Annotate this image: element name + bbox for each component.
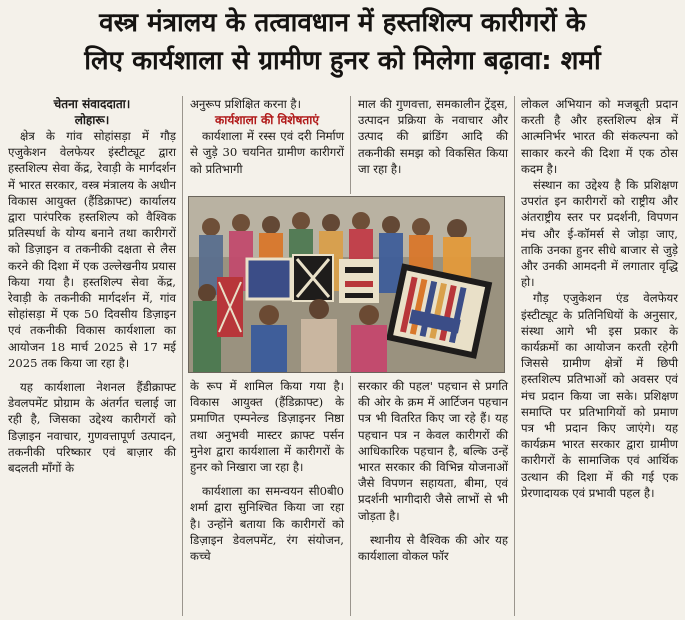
column-divider [350,96,351,194]
article-paragraph: संस्थान का उद्देश्य है कि प्रशिक्षण उपरांत इन कारीगरों को राष्ट्रीय और अंतराष्ट्रीय स्तर पर प्रदर्शनी, विपणन मंच और ई-कॉमर्स से जोड़ा जाए, ताकि उनका हुनर सीधे बाजार से जुड़े और उनकी आमदनी में लगातार वृद्धि हो। [521,178,678,290]
byline-name: चेतना संवाददाता। [53,97,131,111]
column-divider [514,96,515,616]
byline-place: लोहारू। [74,113,110,127]
article-paragraph: यह कार्यशाला नेशनल हैंडीक्राफ्ट डेवलपमेंट प्रोग्राम के अंतर्गत चलाई जा रही है, जिसका उद्देश्य कारीगरों को डिज़ाइन नवाचार, गुणवत्तापूर्ण उत्पादन, तकनीकी परिष्कार एवं बाज़ार की बदलती माँगों के [8,380,176,476]
article-paragraph: गौड़ एजुकेशन एंड वेलफेयर इंस्टीट्यूट के प्रतिनिधियों के अनुसार, संस्था आगे भी इस प्रकार के कार्यक्रमों का आयोजन करती रहेगी जिससे ग्रामीण क्षेत्रों में छिपी हस्तशिल्प प्रतिभाओं को अवसर एवं मंच प्रदान किया जा सके। प्रशिक्षण समाप्ति पर प्रतिभागियों को प्रमाण पत्र भी प्रदान किए जाएंगे। यह कार्यक्रम भारत सरकार द्वारा ग्रामीण कारीगरों के सामाजिक एवं आर्थिक उत्थान की दिशा में की गई एक प्रेरणादायक एवं प्रभावी पहल है। [521,291,678,500]
column-divider [182,96,183,616]
article-paragraph: क्षेत्र के गांव सोहांसड़ा में गौड़ एजुकेशन वेलफेयर इंस्टीट्यूट द्वारा हस्तशिल्प सेवा केंद्र, रेवाड़ी के मार्गदर्शन में भारत सरकार, वस्त्र मंत्रालय के अधीन विकास आयुक्त (हैंडिक्राफ्ट) कार्यालय द्वारा पारंपरिक हस्तशिल्प को वैश्विक प्रतिस्पर्धा के योग्य बनाने तथा कारीगरों को डिज़ाइन व तकनीकी दक्षता से लैस करने की दिशा में एक उल्लेखनीय प्रयास किया गया है। हस्तशिल्प सेवा केंद्र, रेवाड़ी के तकनीकी मार्गदर्शन में, गांव सोहांसड़ा में एक 50 दिवसीय डिज़ाइन एवं तकनीकी विकास कार्यशाला का आयोजन 18 मार्च 2025 से 17 मई 2025 तक किया जा रहा है। [8,129,176,370]
article-paragraph: अनुरूप प्रशिक्षित करना है। [190,97,301,111]
group-photo [188,196,505,373]
article-column-2-bottom [190,378,344,564]
article-column-4 [521,96,678,501]
article-paragraph: लोकल अभियान को मजबूती प्रदान करती है और हस्तशिल्प क्षेत्र में आत्मनिर्भर भारत की संकल्पना को साकार करने की दिशा में एक ठोस कदम है। [521,97,678,176]
headline [0,4,685,80]
column-divider [350,376,351,616]
article-paragraph: कार्यशाला का समन्वयन सी0बी0 शर्मा द्वारा सुनिश्चित किया जा रहा है। उन्होंने बताया कि कारीगरों को डिज़ाइन डेवलपमेंट, रंग संयोजन, कच्चे [190,484,344,564]
article-paragraph: सरकार की पहल' पहचान से प्रगति की ओर के क्रम में आर्टिजन पहचान पत्र भी वितरित किए जा रहे हैं। यह पहचान पत्र न केवल कारीगरों की आधिकारिक पहचान है, बल्कि उन्हें भारत सरकार की विभिन्न योजनाओं जैसे विपणन सहायता, बीमा, एवं प्रदर्शनी भागीदारी जैसे लाभों से भी जोड़ता है। [358,379,508,523]
article-paragraph: माल की गुणवत्ता, समकालीन ट्रेंड्स, उत्पादन प्रक्रिया के नवाचार और उत्पाद की ब्रांडिंग आदि की तकनीकी समझ को विकसित किया जा रहा है। [358,97,508,176]
section-subhead: कार्यशाला की विशेषताएं [215,113,319,128]
article-paragraph: कार्यशाला में रस्स एवं दरी निर्माण से जुड़े 30 चयनित ग्रामीण कारीगरों को प्रतिभागी [190,129,344,176]
article-column-3-top [358,96,508,177]
article-column-3-bottom [358,378,508,564]
headline-line-2: लिए कार्यशाला से ग्रामीण हुनर को मिलेगा बढ़ावा: शर्मा [84,46,601,76]
article-column-1 [8,96,176,476]
group-photo-icon [189,197,504,372]
headline-line-1: वस्त्र मंत्रालय के तत्वावधान में हस्तशिल्प कारीगरों के [99,8,586,38]
article-paragraph: स्थानीय से वैश्विक की ओर यह कार्यशाला वोकल फॉर [358,532,508,564]
article-paragraph: के रूप में शामिल किया गया है। विकास आयुक्त (हैंडिक्राफ्ट) के प्रमाणित एम्पनेल्ड डिज़ाइनर निष्ठा तथा अनुभवी मास्टर क्राफ्ट पर्सन मुनेश द्वारा कार्यशाला में कारीगरों के हुनर को निखारा जा रहा है। [190,379,344,475]
article-column-2-top [190,96,344,177]
